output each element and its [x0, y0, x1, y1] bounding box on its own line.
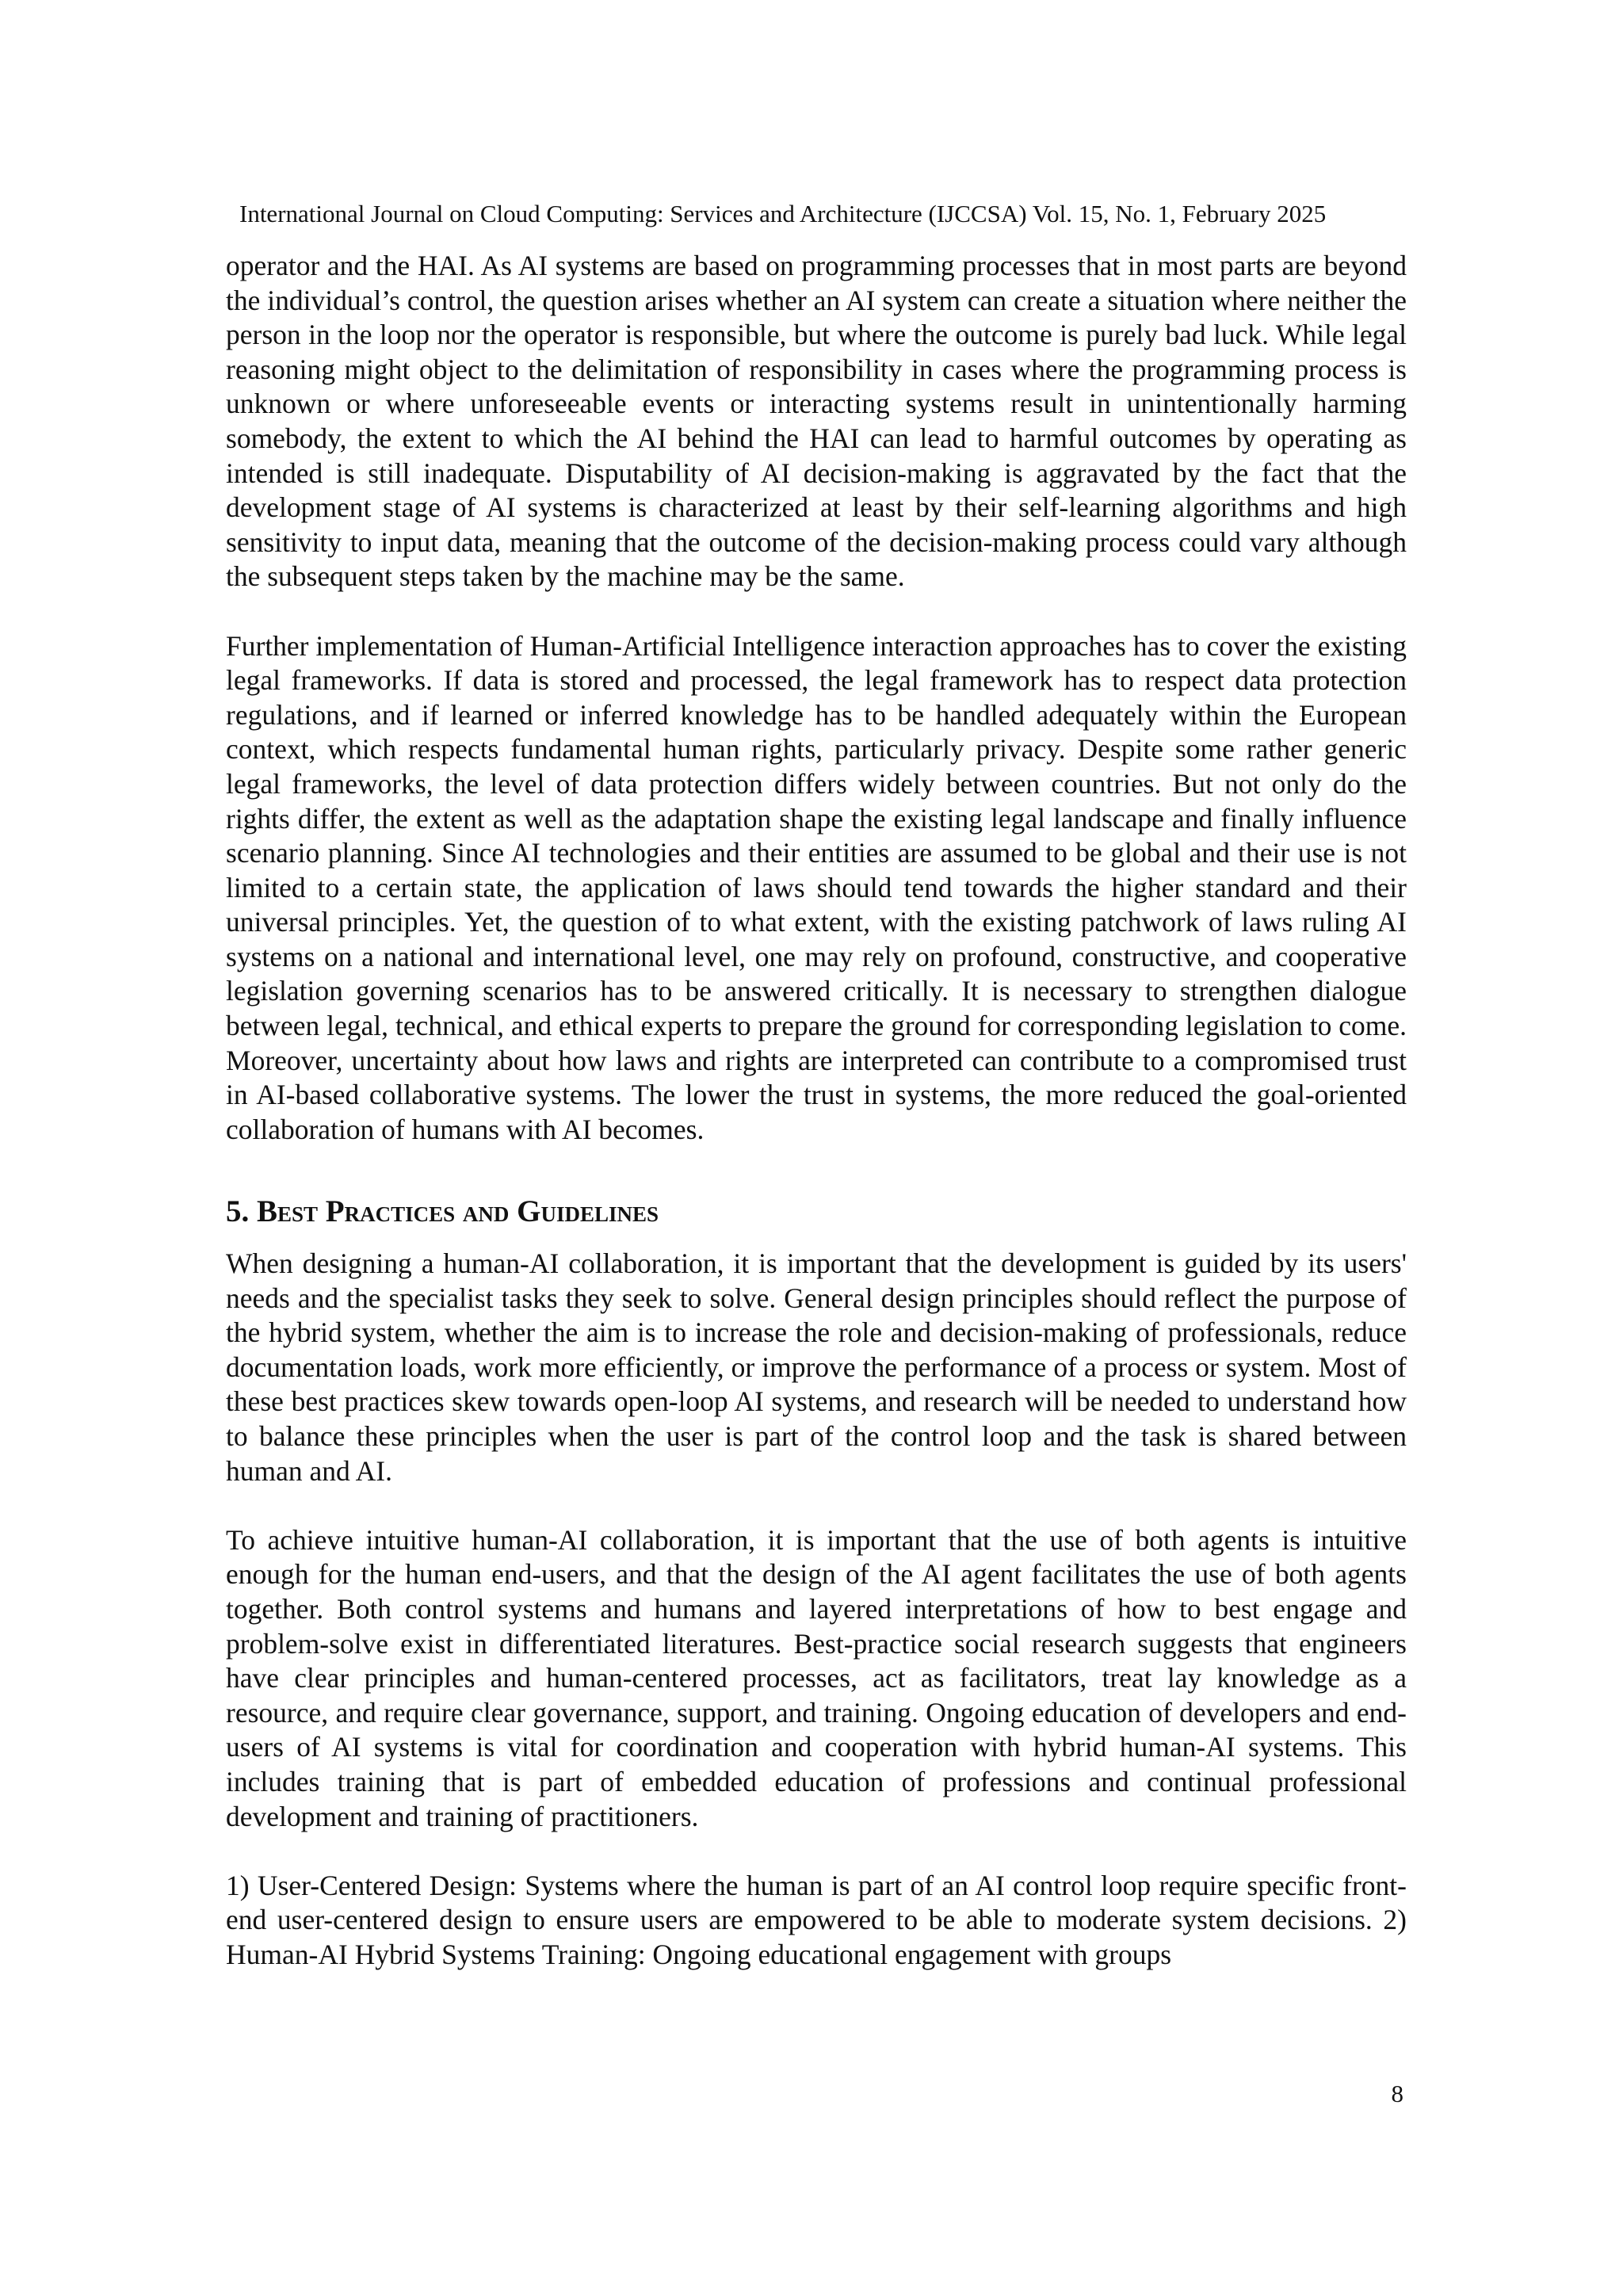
paragraph-legal-frameworks: Further implementation of Human-Artificial Intelligence interaction approaches has to cover the existing legal frameworks. If data is stored and processed, the legal framework has to respect data protection regulations, and if learned or inferred knowledge has to be handled adequately within the European context, which respects fundamental human rights, particularly privacy. Despite some rather generic legal frameworks, the level of data protection differs widely between countries. But not only do the rights differ, the extent as well as the adaptation shape the existing legal landscape and finally influence scenario planning. Since AI technologies and their entities are assumed to be global and their use is not limited to a certain state, the application of laws should tend towards the higher standard and their universal principles. Yet, the question of to what extent, with the existing patchwork of laws ruling AI systems on a national and international level, one may rely on profound, constructive, and cooperative legislation governing scenarios has to be answered critically. It is necessary to strengthen dialogue between legal, technical, and ethical experts to prepare the ground for corresponding legislation to come. Moreover, uncertainty about how laws and rights are interpreted can contribute to a compromised trust in AI-based collaborative systems. The lower the trust in systems, the more reduced the goal-oriented collaboration of humans with AI becomes.	[226, 629, 1407, 1145]
paragraph-gap	[226, 1834, 1407, 1869]
running-header: International Journal on Cloud Computing: Services and Architecture (IJCCSA) Vol. 15, No. 1, February 2025	[239, 200, 1327, 227]
paragraph-design-guidance: When designing a human-AI collaboration, it is important that the development is guided by its users' needs and the specialist tasks they seek to solve. General design principles should reflect the purpose of the hybrid system, whether the aim is to increase the role and decision-making of professionals, reduce documentation loads, work more efficiently, or improve the performance of a process or system. Most of these best practices skew towards open-loop AI systems, and research will be needed to understand how to balance these principles when the user is part of the control loop and the task is shared between human and AI.	[226, 1247, 1407, 1487]
paragraph-gap	[226, 1147, 1407, 1182]
page-number: 8	[1391, 2080, 1403, 2107]
section-heading: 5. Best Practices and Guidelines	[226, 1194, 659, 1229]
paragraph-gap	[226, 1488, 1407, 1523]
body-text	[226, 249, 1407, 1973]
paragraph-numbered-practices: 1) User-Centered Design: Systems where the human is part of an AI control loop require specific front-end user-centered design to ensure users are empowered to be able to moderate system decisions. 2) Human-AI Hybrid Systems Training: Ongoing educational engagement with groups	[226, 1869, 1407, 1970]
paragraph-responsibility: operator and the HAI. As AI systems are based on programming processes that in most parts are beyond the individual’s control, the question arises whether an AI system can create a situation where neither the person in the loop nor the operator is responsible, but where the outcome is purely bad luck. While legal reasoning might object to the delimitation of responsibility in cases where the programming process is unknown or where unforeseeable events or interacting systems result in unintentionally harming somebody, the extent to which the AI behind the HAI can lead to harmful outcomes by operating as intended is still inadequate. Disputability of AI decision-making is aggravated by the fact that the development stage of AI systems is characterized at least by their self-learning algorithms and high sensitivity to input data, meaning that the outcome of the decision-making process could vary although the subsequent steps taken by the machine may be the same.	[226, 250, 1407, 593]
paragraph-intuitive-collaboration: To achieve intuitive human-AI collaboration, it is important that the use of both agents is intuitive enough for the human end-users, and that the design of the AI agent facilitates the use of both agents together. Both control systems and humans and layered interpretations of how to best engage and problem-solve exist in differentiated literatures. Best-practice social research suggests that engineers have clear principles and human-centered processes, act as facilitators, treat lay knowledge as a resource, and require clear governance, support, and training. Ongoing education of developers and end-users of AI systems is vital for coordination and cooperation with hybrid human-AI systems. This includes training that is part of embedded education of professions and continual professional development and training of practitioners.	[226, 1523, 1407, 1832]
paragraph-gap	[226, 594, 1407, 629]
